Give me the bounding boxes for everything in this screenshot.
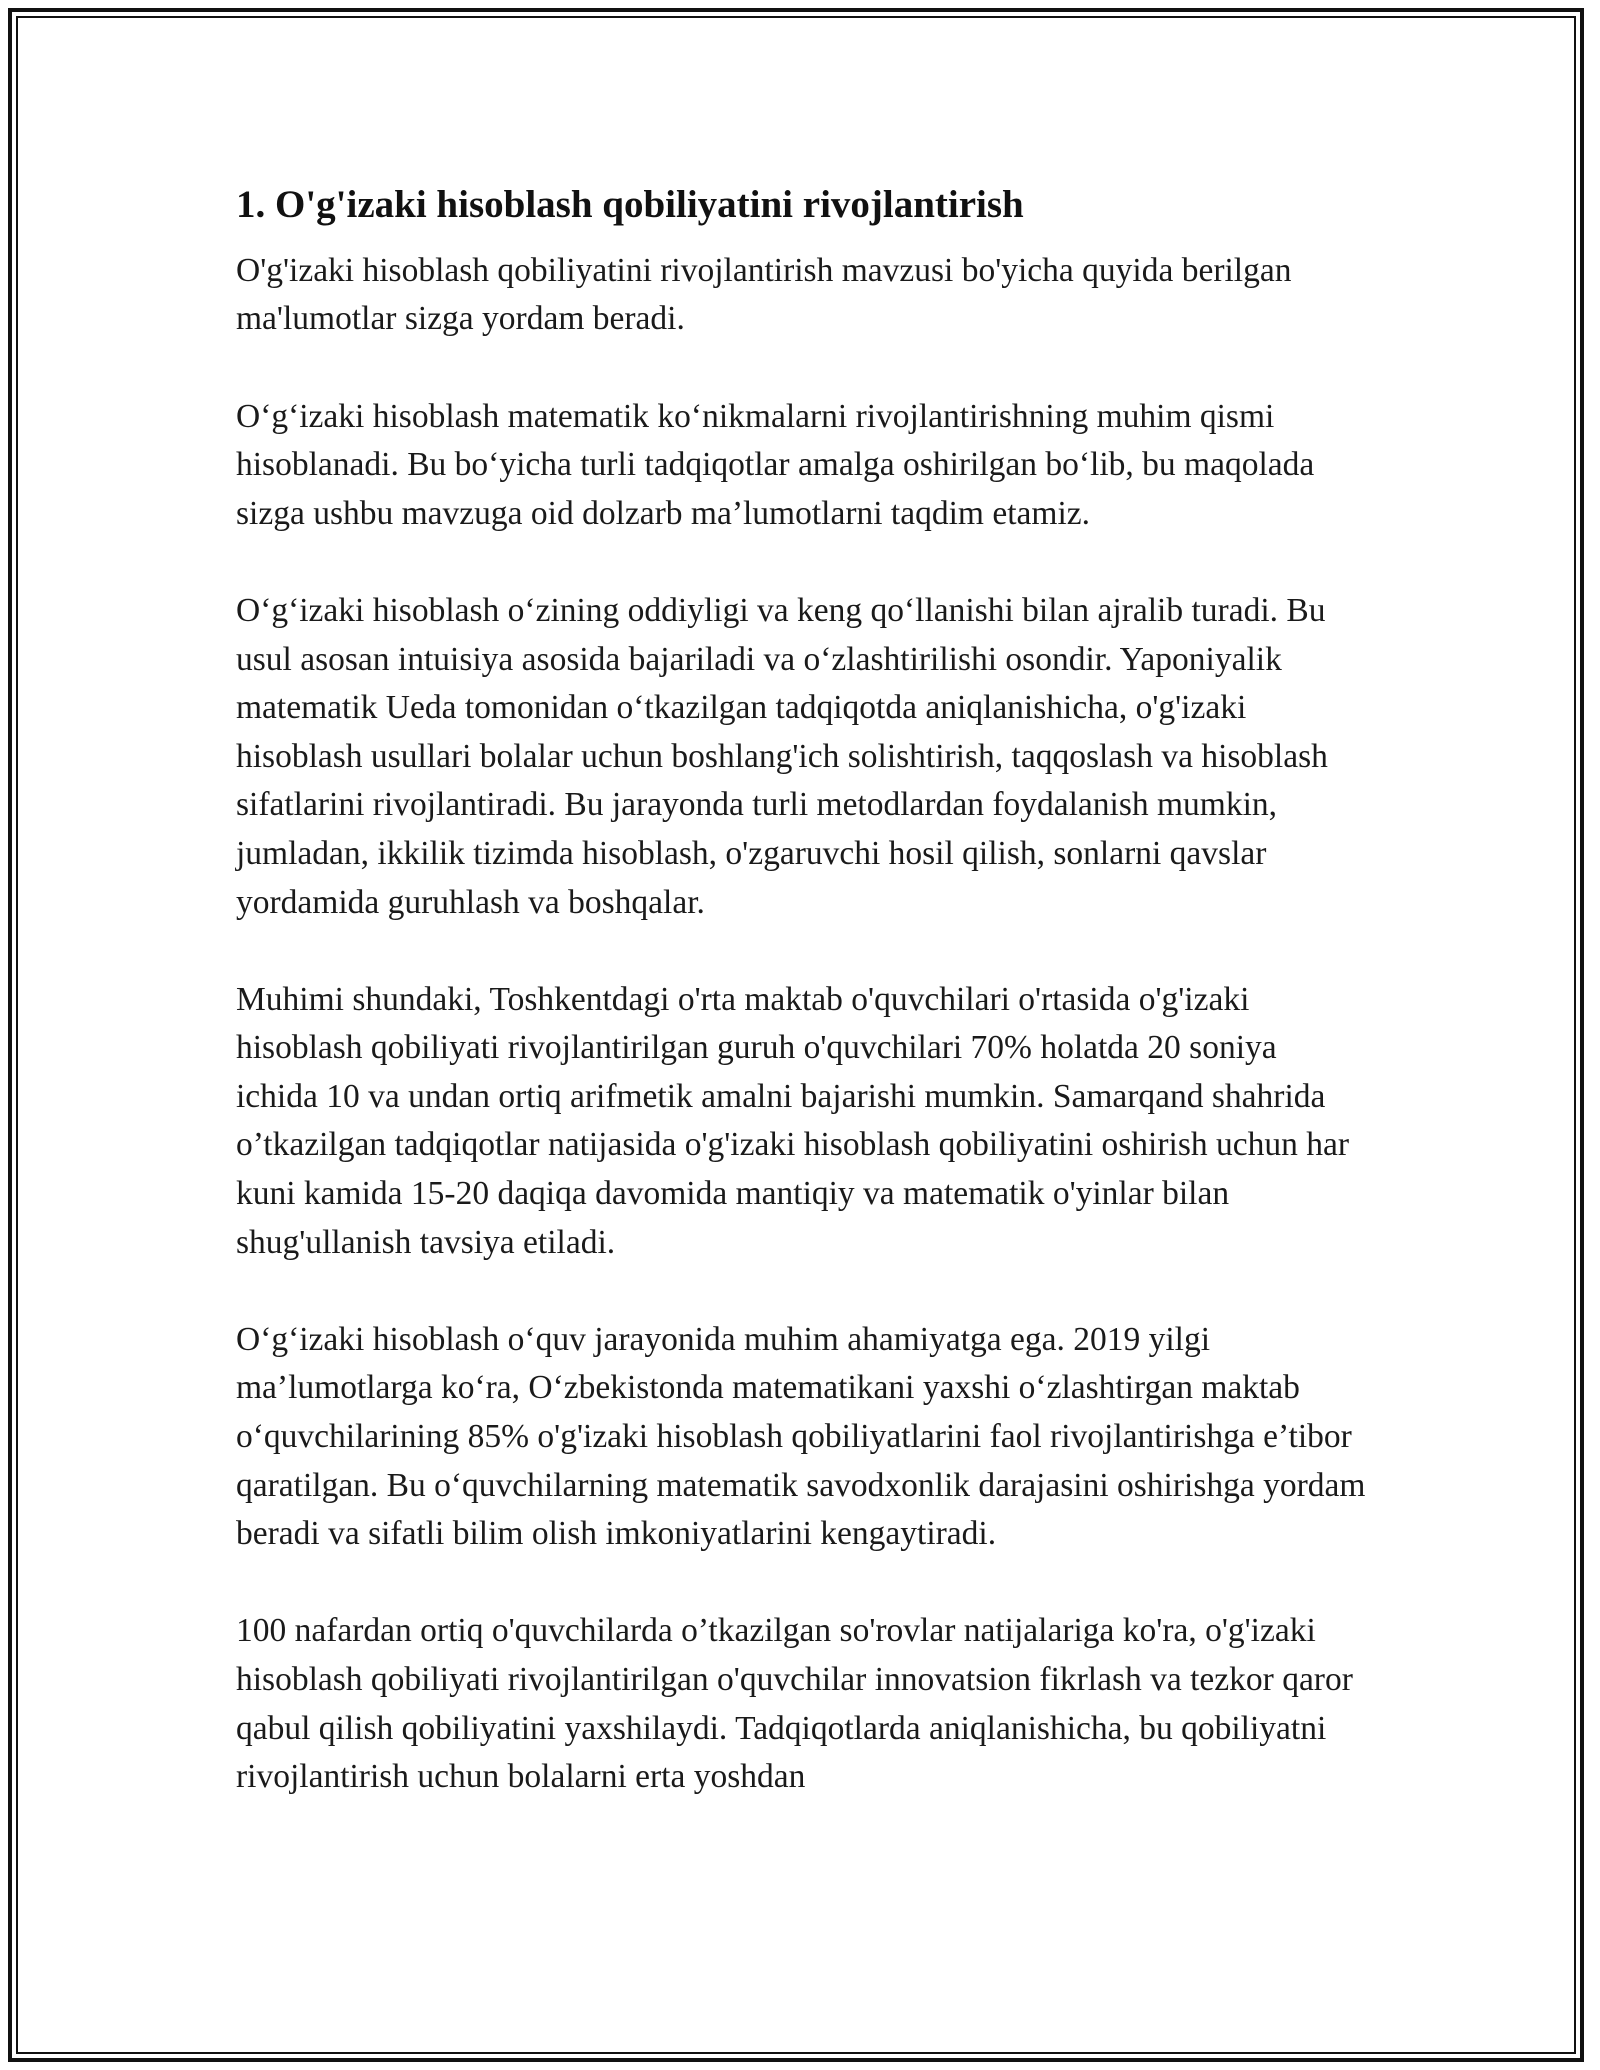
- paragraph-tashkent-study: Muhimi shundaki, Toshkentdagi o'rta maktab o'quvchilari o'rtasida o'g'izaki hisoblash qobiliyati rivojlantirilgan guruh o'quvchilari 70% holatda 20 soniya ichida 10 va undan ortiq arifmetik amalni bajarishi mumkin. Samarqand shahrida o’tkazilgan tadqiqotlar natijasida o'g'izaki hisoblash qobiliyatini oshirish uchun har kuni kamida 15-20 daqiqa davomida mantiqiy va matematik o'yinlar bilan shug'ullanish tavsiya etiladi.: [236, 980, 1350, 1261]
- paragraph-intro: O'g'izaki hisoblash qobiliyatini rivojlantirish mavzusi bo'yicha quyida berilgan ma'lumotlar sizga yordam beradi.: [236, 251, 1292, 338]
- paragraph-2019-data: O‘g‘izaki hisoblash o‘quv jarayonida muhim ahamiyatga ega. 2019 yilgi ma’lumotlarga ko‘ra, O‘zbekistonda matematikani yaxshi o‘zlashtirgan maktab o‘quvchilarining 85% o'g'izaki hisoblash qobiliyatlarini faol rivojlantirishga e’tibor qaratilgan. Bu o‘quvchilarning matematik savodxonlik darajasini oshirishga yordam beradi va sifatli bilim olish imkoniyatlarini kengaytiradi.: [236, 1320, 1366, 1553]
- section-heading: 1. O'g'izaki hisoblash qobiliyatini rivojlantirish: [236, 183, 1024, 226]
- paragraph-importance: O‘g‘izaki hisoblash matematik ko‘nikmalarni rivojlantirishning muhim qismi hisoblanadi. Bu bo‘yicha turli tadqiqotlar amalga oshirilgan bo‘lib, bu maqolada sizga ushbu mavzuga oid dolzarb ma’lumotlarni taqdim etamiz.: [236, 397, 1315, 532]
- paragraph-survey: 100 nafardan ortiq o'quvchilarda o’tkazilgan so'rovlar natijalariga ko'ra, o'g'izaki hisoblash qobiliyati rivojlantirilgan o'quvchilar innovatsion fikrlash va tezkor qaror qabul qilish qobiliyatini yaxshilaydi. Tadqiqotlarda aniqlanishicha, bu qobiliyatni rivojlantirish uchun bolalarni erta yoshdan: [236, 1612, 1353, 1796]
- paragraph-simplicity: O‘g‘izaki hisoblash o‘zining oddiyligi va keng qo‘llanishi bilan ajralib turadi. Bu usul asosan intuisiya asosida bajariladi va o‘zlashtirilishi osondir. Yaponiyalik matematik Ueda tomonidan o‘tkazilgan tadqiqotda aniqlanishicha, o'g'izaki hisoblash usullari bolalar uchun boshlang'ich solishtirish, taqqoslash va hisoblash sifatlarini rivojlantiradi. Bu jarayonda turli metodlardan foydalanish mumkin, jumladan, ikkilik tizimda hisoblash, o'zgaruvchi hosil qilish, sonlarni qavslar yordamida guruhlash va boshqalar.: [236, 591, 1328, 921]
- document-body: [236, 182, 1366, 1850]
